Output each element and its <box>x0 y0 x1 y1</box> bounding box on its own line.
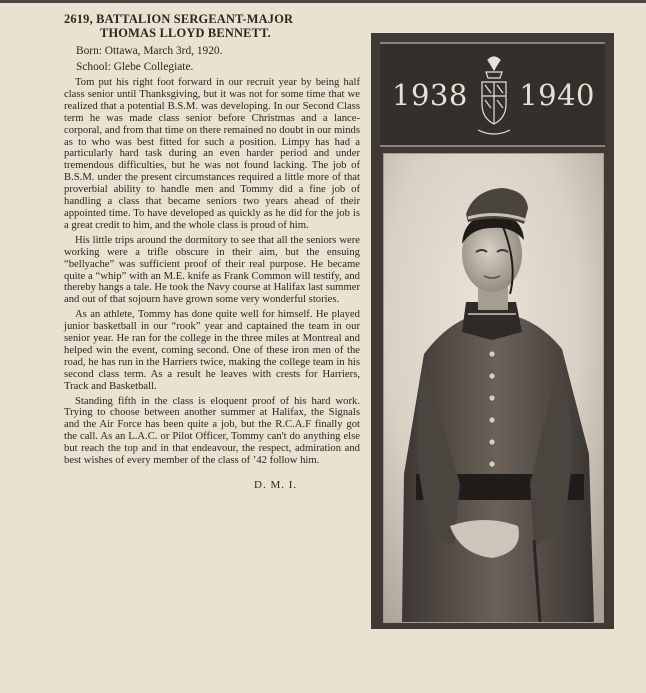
cadet-portrait-photo <box>383 153 604 623</box>
entry-born: Born: Ottawa, March 3rd, 1920. <box>76 45 223 57</box>
year-start: 1938 <box>392 78 468 112</box>
entry-title-line1: 2619, BATTALION SERGEANT-MAJOR <box>64 12 294 26</box>
entry-school: School: Glebe Collegiate. <box>76 60 194 73</box>
year-banner <box>380 42 605 147</box>
entry-text-column <box>64 12 360 491</box>
body-paragraph: Standing fifth in the class is eloquent proof of his hard work. Trying to choose between another summer at Halifax, the Signals and the Air Force has been quite a job, but the R.C.A.F finally got the call. As an L.A.C. or Pilot Officer, Tommy can't do anything else but reach the top and in that endeavour, the respect, admiration and best wishes of every member of the class of ’42 follow him. <box>64 395 360 467</box>
body-paragraph: As an athlete, Tommy has done quite well for himself. He played junior basketball in our “rook” year and captained the team in our senior year. He ran for the college in the three miles at Montreal and helped win the event, coming second. One of these iron men of the road, he has run in the Harriers twice, making the college team in his second class term. As a result he leaves with crests for Harriers, Track and Basketball. <box>64 309 360 392</box>
college-crest-icon <box>474 52 514 140</box>
top-rule <box>0 0 646 3</box>
entry-body <box>64 77 360 467</box>
entry-title-line2: THOMAS LLOYD BENNETT. <box>100 26 271 40</box>
entry-title <box>64 12 360 40</box>
body-paragraph: Tom put his right foot forward in our recruit year by being half class senior until Thanksgiving, but it was not for some time that we realized that a potential B.S.M. was developing. In our Second Class term he was made class senior before Christmas and a lance-corporal, and from that time on there remained no doubt in our minds as to who was best fitted for such a position. Limpy has had a particularly hard task during an even harder period and under tremendous difficulties, but he was not found lacking. The job of B.S.M. under the present circumstances required a little more of that proverbial ability to handle men and Tommy did a fine job of handling a class that became seniors two years ahead of their appointed time. To have developed as quickly as he did for the job is a great credit to him, and the whole class is proud of him. <box>64 77 360 231</box>
signature-initials: D. M. I. <box>254 479 298 491</box>
year-end: 1940 <box>519 78 595 112</box>
body-paragraph: His little trips around the dormitory to see that all the seniors were working were a trifle obscure in their aim, but the ensuing “bellyache” was sufficient proof of their real purpose. He became quite a “whip” with an M.E. knife as Frank Common will testify, and thereby hangs a tale. He took the Navy course at Halifax last summer and out of that sojourn have grown some very wonderful stories. <box>64 234 360 306</box>
portrait-frame <box>371 33 614 629</box>
